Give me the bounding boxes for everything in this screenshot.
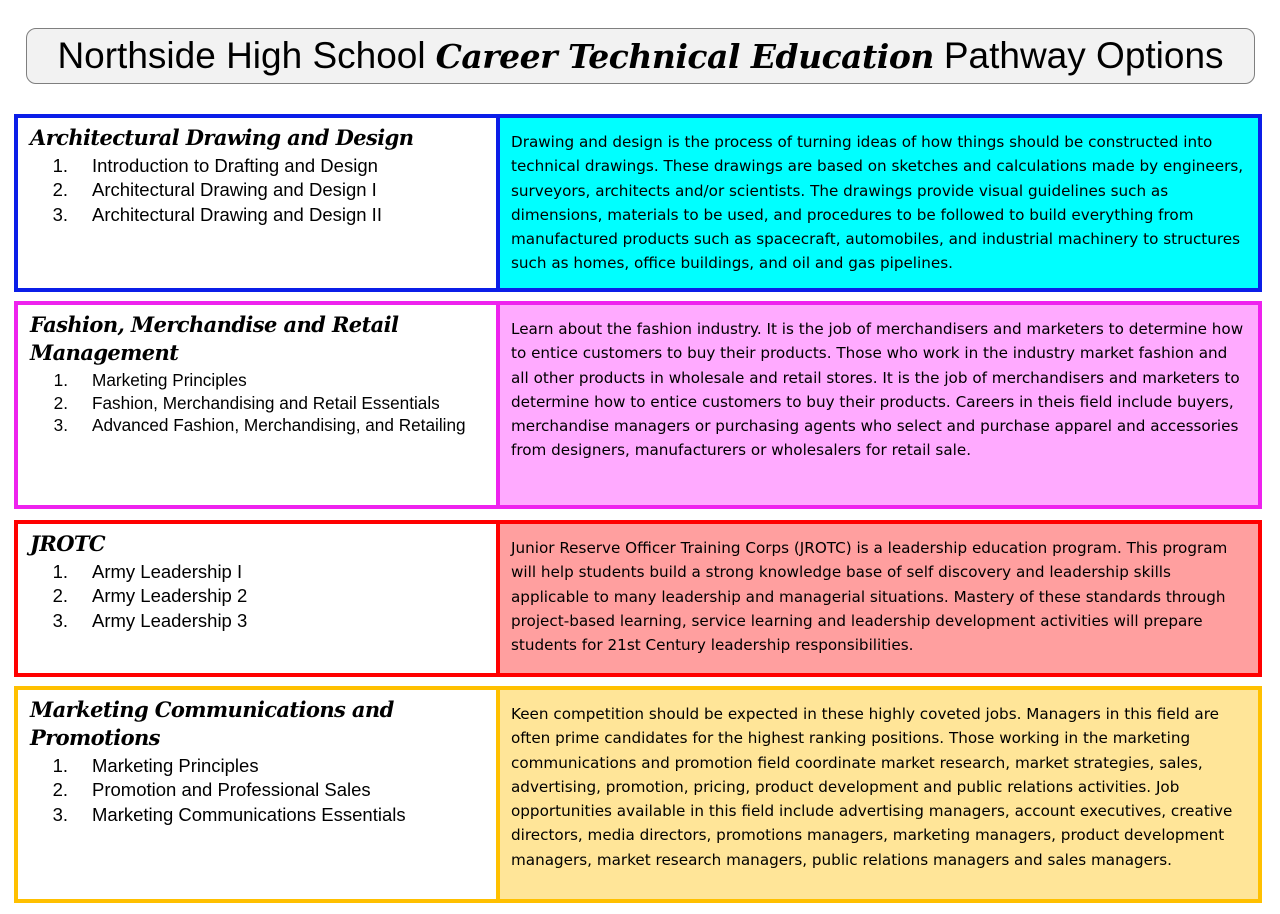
page-title — [26, 28, 1255, 84]
title-program: Career Technical Education — [435, 36, 934, 76]
course-number: 1. — [52, 561, 68, 582]
course-number: 2. — [53, 392, 68, 413]
pathway-description: Junior Reserve Officer Training Corps (JROTC) is a leadership education program. This program will help students build a strong knowledge base of self discovery and leadership skills applicable to many leadership and managerial situations. Mastery of these standards through project-based learning, service learning and leadership development activities will prepare students for 21st Century leadership responsibilities. — [496, 520, 1262, 677]
course-item — [30, 154, 496, 178]
pathway-course-panel — [14, 301, 500, 509]
course-number: 2. — [52, 585, 68, 607]
course-list — [30, 560, 496, 633]
course-number: 1. — [52, 155, 68, 176]
course-item — [30, 803, 496, 827]
course-name: Introduction to Drafting and Design — [92, 155, 378, 176]
course-list — [30, 369, 496, 437]
course-number: 2. — [52, 179, 68, 201]
pathway-course-panel — [14, 114, 500, 292]
course-name: Marketing Principles — [92, 755, 259, 776]
course-name: Marketing Communications Essentials — [92, 803, 406, 825]
pathway-description: Keen competition should be expected in these highly coveted jobs. Managers in this field are often prime candidates for the highest ranking positions. Those working in the marketing communications and promotion field coordinate market research, market strategies, sales, advertising, promotion, pricing, product development and public relations activities. Job opportunities available in this field include advertising managers, account executives, creative directors, media directors, promotions managers, marketing managers, product development managers, market research managers, public relations managers and sales managers. — [496, 686, 1262, 903]
course-item — [30, 414, 496, 437]
course-name: Architectural Drawing and Design I — [92, 179, 377, 201]
course-item — [30, 584, 496, 608]
course-name: Army Leadership 2 — [92, 585, 248, 607]
course-number: 3. — [52, 203, 68, 225]
pathway-heading: Architectural Drawing and Design — [30, 125, 414, 150]
course-item — [30, 778, 496, 802]
course-item — [30, 178, 496, 202]
course-number: 3. — [52, 803, 68, 825]
course-item — [30, 609, 496, 633]
pathway-section-marketing — [14, 686, 1262, 903]
title-school: Northside High School — [57, 35, 426, 76]
course-item — [30, 754, 496, 778]
title-suffix: Pathway Options — [943, 35, 1224, 76]
course-list — [30, 754, 496, 827]
pathway-section-jrotc — [14, 520, 1262, 677]
pathway-section-fashion — [14, 301, 1262, 509]
pathway-course-panel — [14, 520, 500, 677]
course-number: 3. — [53, 415, 68, 436]
course-item — [30, 392, 496, 415]
course-number: 3. — [52, 609, 68, 631]
pathway-heading: Fashion, Merchandise and Retail Management — [30, 312, 399, 365]
course-name: Promotion and Professional Sales — [92, 779, 371, 801]
course-name: Marketing Principles — [92, 370, 247, 390]
course-name: Advanced Fashion, Merchandising, and Retailing — [92, 415, 466, 436]
pathway-course-panel — [14, 686, 500, 903]
course-name: Fashion, Merchandising and Retail Essentials — [92, 392, 440, 413]
pathway-heading: Marketing Communications and Promotions — [30, 697, 394, 750]
course-number: 2. — [52, 779, 68, 801]
pathway-description: Drawing and design is the process of turning ideas of how things should be constructed into technical drawings. These drawings are based on sketches and calculations made by engineers, surveyors, architects and/or scientists. The drawings provide visual guidelines such as dimensions, materials to be used, and procedures to be followed to build everything from manufactured products such as spacecraft, automobiles, and industrial machinery to structures such as homes, office buildings, and oil and gas pipelines. — [496, 114, 1262, 292]
course-name: Architectural Drawing and Design II — [92, 203, 382, 225]
course-number: 1. — [53, 370, 68, 390]
course-item — [30, 560, 496, 584]
pathway-heading: JROTC — [30, 531, 106, 556]
pathway-section-architectural — [14, 114, 1262, 292]
course-item — [30, 203, 496, 227]
course-name: Army Leadership I — [92, 561, 243, 582]
course-item — [30, 369, 496, 392]
course-number: 1. — [52, 755, 68, 776]
course-name: Army Leadership 3 — [92, 609, 248, 631]
course-list — [30, 154, 496, 227]
pathway-description: Learn about the fashion industry. It is the job of merchandisers and marketers to determine how to entice customers to buy their products. Those who work in the industry market fashion and all other products in wholesale and retail stores. It is the job of merchandisers and marketers to determine how to entice customers to buy their products. Careers in theis field include buyers, merchandise managers or purchasing agents who select and purchase apparel and accessories from designers, manufacturers or wholesalers for retail sale. — [496, 301, 1262, 509]
